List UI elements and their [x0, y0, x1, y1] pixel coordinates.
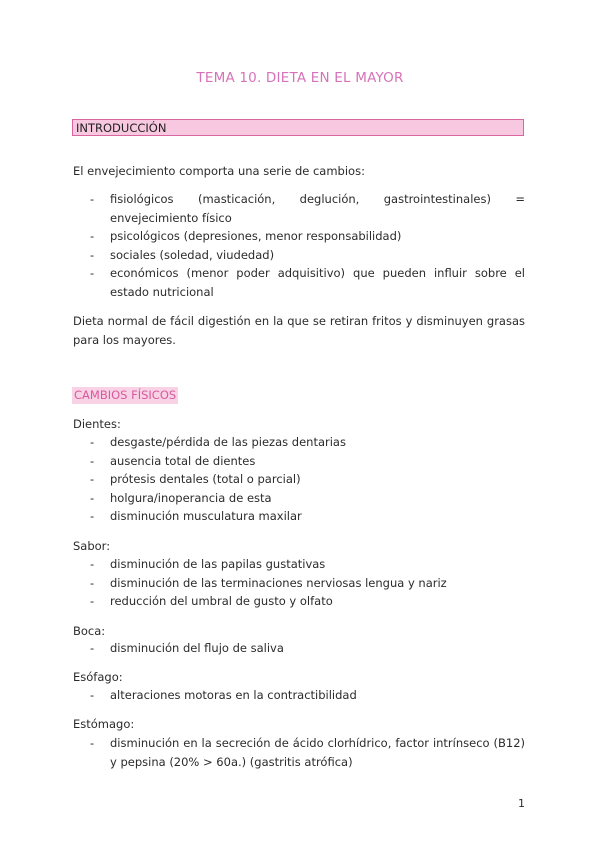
list-item: - disminución de las papilas gustativas	[90, 557, 326, 571]
group-label-esofago: Esófago:	[73, 670, 123, 684]
intro-list	[0, 190, 525, 301]
list-item: - prótesis dentales (total o parcial)	[90, 472, 301, 486]
group-list-boca	[0, 639, 525, 658]
list-item: - holgura/inoperancia de esta	[90, 490, 272, 505]
page-number: 1	[518, 797, 525, 810]
intro-paragraph: Dieta normal de fácil digestión en la que se retiran fritos y disminuyen grasas para los mayores.	[73, 314, 525, 347]
list-item: - fisiológicos (masticación, deglución, gastrointestinales) = envejecimiento físico	[90, 192, 525, 225]
list-item: - ausencia total de dientes	[90, 453, 256, 468]
group-list-estomago	[0, 734, 525, 771]
list-item: - económicos (menor poder adquisitivo) que pueden influir sobre el estado nutricional	[90, 266, 525, 299]
section-heading-cambios: CAMBIOS FÍSICOS	[74, 388, 177, 402]
group-label-estomago: Estómago:	[73, 717, 135, 731]
list-item: - disminución musculatura maxilar	[90, 509, 302, 523]
group-list-dientes	[0, 433, 525, 526]
intro-lead: El envejecimiento comporta una serie de cambios:	[73, 164, 365, 178]
group-label-dientes: Dientes:	[73, 417, 121, 431]
group-label-boca: Boca:	[73, 624, 106, 638]
list-item: - psicológicos (depresiones, menor responsabilidad)	[90, 229, 402, 243]
list-item: - disminución del flujo de saliva	[90, 641, 284, 655]
list-item: - alteraciones motoras en la contractibilidad	[90, 688, 357, 702]
document-title: TEMA 10. DIETA EN EL MAYOR	[196, 70, 404, 86]
list-item: - reducción del umbral de gusto y olfato	[90, 594, 333, 608]
group-list-sabor	[0, 555, 525, 611]
list-item: - sociales (soledad, viudedad)	[90, 247, 275, 262]
group-list-esofago	[0, 686, 525, 705]
list-item: - disminución en la secreción de ácido clorhídrico, factor intrínseco (B12) y pepsina (20% > 60a.) (gastritis atrófica)	[90, 736, 525, 769]
group-label-sabor: Sabor:	[73, 539, 111, 553]
list-item: - desgaste/pérdida de las piezas dentarias	[90, 435, 346, 449]
intro-heading: INTRODUCCIÓN	[72, 119, 524, 136]
list-item: - disminución de las terminaciones nerviosas lengua y nariz	[90, 575, 447, 590]
